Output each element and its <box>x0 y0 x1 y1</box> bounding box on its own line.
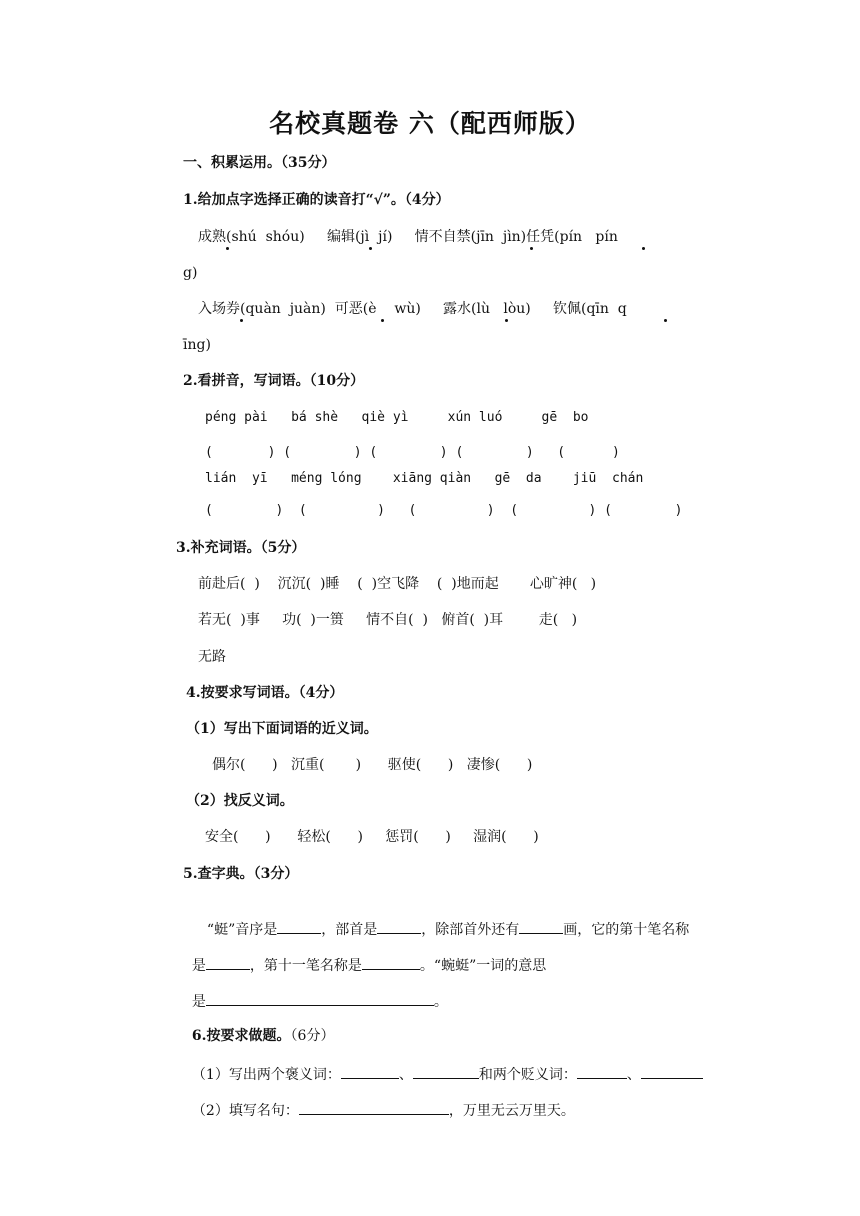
q2-heading: 2.看拼音，写词语。（10分） <box>183 373 365 389</box>
emphasis-dot <box>381 319 384 322</box>
q6-text: 、 <box>398 1067 413 1083</box>
q6-heading <box>183 1009 334 1045</box>
emphasis-dot <box>642 247 645 250</box>
q1-line2-wrap: īng) <box>183 337 211 353</box>
q4-antonym-words: 安全( ) 轻松( ) 惩罚( ) 湿润( ) <box>205 829 539 845</box>
emphasis-dot <box>664 319 667 322</box>
q6-heading-score: （6分） <box>290 1028 335 1044</box>
q4-sub1: （1）写出下面词语的近义词。 <box>186 721 378 737</box>
q2-pinyin-row1: péng pài bá shè qiè yì xún luó gē bo <box>205 410 589 425</box>
answer-blank[interactable] <box>577 1064 627 1079</box>
answer-blank[interactable] <box>299 1100 449 1115</box>
page-title: 名校真题卷 六（配西师版） <box>269 109 591 138</box>
q5-text: 画，它的第十笔名称 <box>563 922 690 938</box>
answer-blank[interactable] <box>377 919 421 934</box>
q6-heading-bold: 6.按要求做题。 <box>191 1028 291 1044</box>
q6-text: 和两个贬义词： <box>478 1067 577 1083</box>
q2-answer-row2: ( ) ( ) ( ) ( ) ( ) <box>205 503 683 518</box>
q6-line1 <box>183 1046 703 1084</box>
q3-line2: 若无( )事 功( )一篑 情不自( ) 俯首( )耳 走( ) <box>198 612 578 628</box>
q4-synonym-words: 偶尔( ) 沉重( ) 驱使( ) 凄惨( ) <box>212 757 533 773</box>
emphasis-dot <box>369 247 372 250</box>
q5-paragraph-line3 <box>183 973 448 1011</box>
q5-text: ，第十一笔名称是 <box>249 958 362 974</box>
q5-text: ，部首是 <box>321 922 378 938</box>
q2-answer-row1: ( ) ( ) ( ) ( ) ( ) <box>205 445 620 460</box>
q3-heading: 3.补充词语。（5分） <box>176 540 306 556</box>
section-heading: 一、积累运用。（35分） <box>183 155 336 171</box>
q6-text: 、 <box>626 1067 641 1083</box>
answer-blank[interactable] <box>277 919 321 934</box>
q1-line2: 入场券(quàn juàn) 可恶(è wù) 露水(lù lòu) 钦佩(qīn q <box>198 301 627 317</box>
q6-text: ，万里无云万里天。 <box>448 1103 575 1119</box>
q1-heading: 1.给加点字选择正确的读音打“√”。（4分） <box>183 192 450 208</box>
answer-blank[interactable] <box>413 1064 479 1079</box>
q6-text: （1）写出两个褒义词： <box>191 1067 341 1083</box>
q5-text: 是 <box>191 994 206 1010</box>
answer-blank[interactable] <box>206 955 250 970</box>
answer-blank[interactable] <box>362 955 420 970</box>
q5-paragraph-line1 <box>198 901 689 939</box>
emphasis-dot <box>530 247 533 250</box>
q5-text: ，除部首外还有 <box>421 922 520 938</box>
q1-line1: 成熟(shú shóu) 编辑(jì jí) 情不自禁(jīn jìn)任凭(pín pín <box>198 229 618 245</box>
q6-line2 <box>183 1082 575 1120</box>
answer-blank[interactable] <box>341 1064 399 1079</box>
q3-line1: 前赴后( ) 沉沉( )睡 ( )空飞降 ( )地而起 心旷神( ) <box>198 576 597 592</box>
emphasis-dot <box>505 319 508 322</box>
answer-blank[interactable] <box>641 1064 703 1079</box>
q6-text: （2）填写名句： <box>191 1103 299 1119</box>
q5-text: “蜓”音序是 <box>206 922 278 938</box>
q4-sub2: （2）找反义词。 <box>186 793 294 809</box>
q5-text: 。 <box>433 994 448 1010</box>
emphasis-dot <box>226 247 229 250</box>
q5-text: 是 <box>191 958 206 974</box>
q5-paragraph-line2 <box>183 937 546 975</box>
answer-blank[interactable] <box>519 919 563 934</box>
q2-pinyin-row2: lián yī méng lóng xiāng qiàn gē da jiū chán <box>205 471 644 486</box>
q5-heading: 5.查字典。（3分） <box>183 866 299 882</box>
emphasis-dot <box>240 319 243 322</box>
answer-blank[interactable] <box>206 991 434 1006</box>
q3-line3: 无路 <box>198 649 226 665</box>
q5-text: 。“蜿蜓”一词的意思 <box>419 958 547 974</box>
q4-heading: 4.按要求写词语。（4分） <box>186 685 344 701</box>
q1-line1-wrap: g) <box>183 265 198 281</box>
